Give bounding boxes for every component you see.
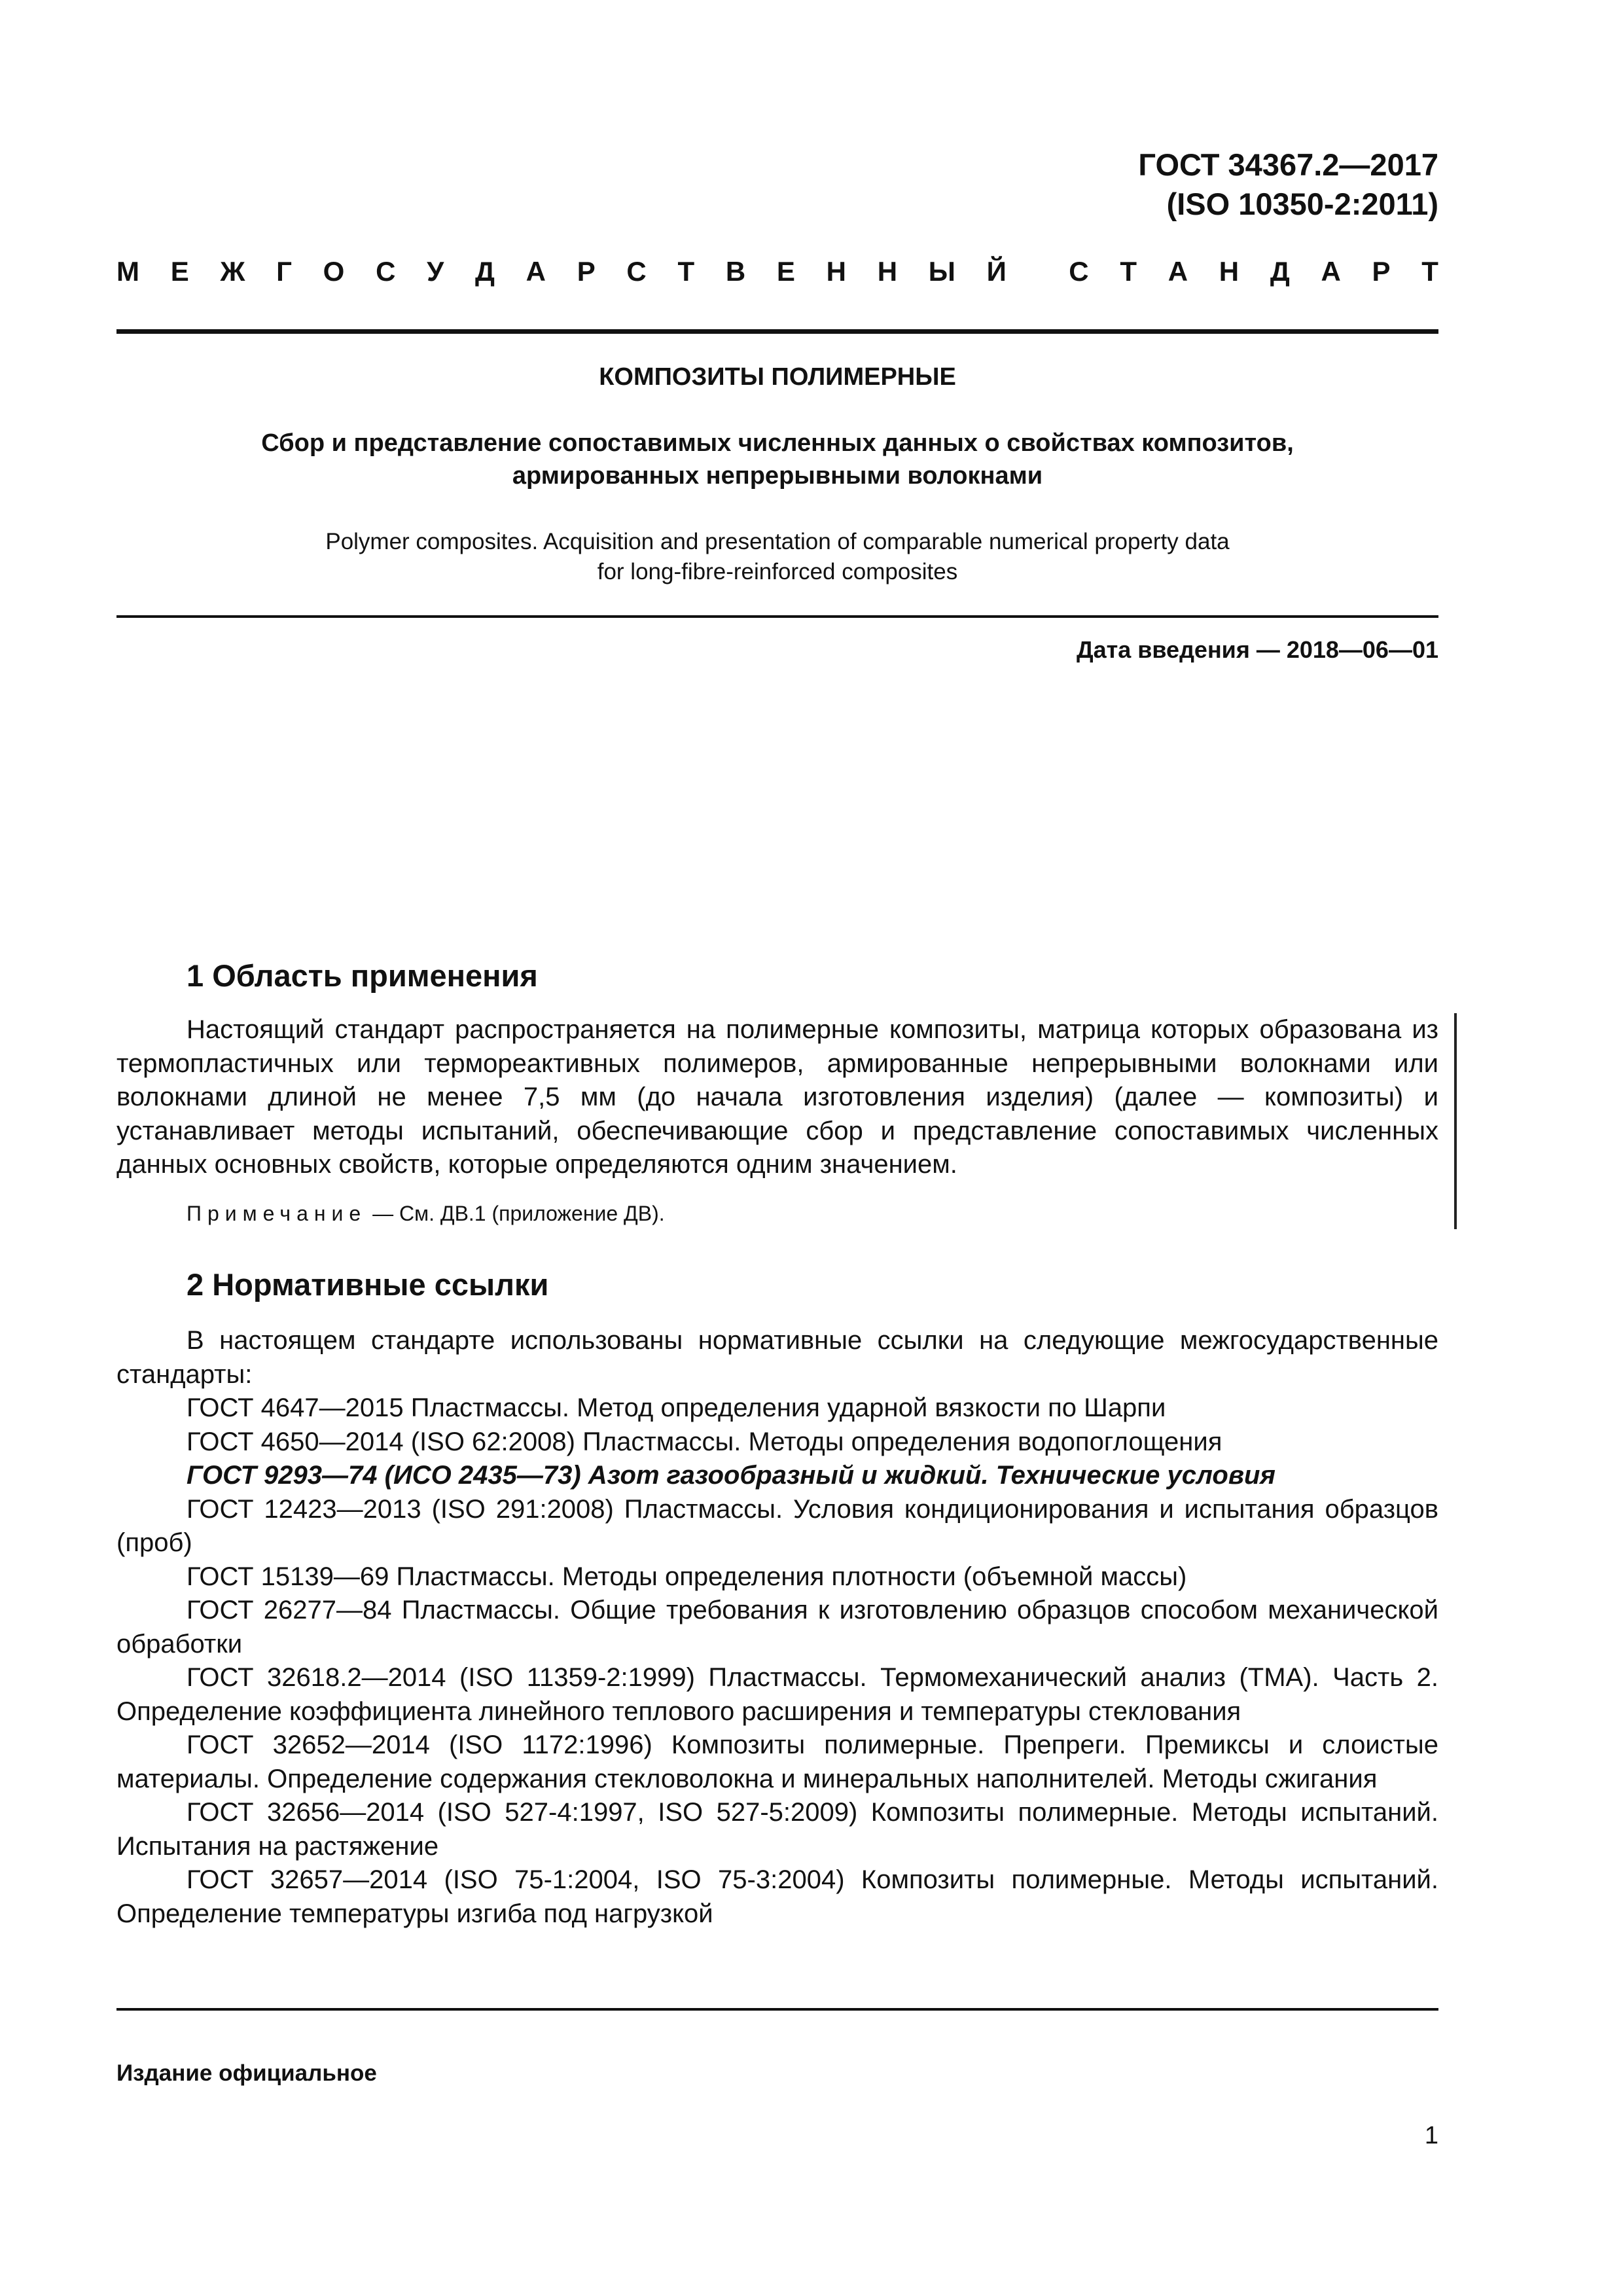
normative-references [116, 1324, 1438, 1931]
letter: В [725, 256, 746, 287]
reference-item: ГОСТ 32657—2014 (ISO 75-1:2004, ISO 75-3:2004) Композиты полимерные. Методы испытаний. Определение температуры изгиба под нагрузкой [116, 1865, 1438, 1928]
document-subtitle [116, 427, 1438, 492]
page-number: 1 [1424, 2122, 1438, 2149]
letter: Р [577, 256, 596, 287]
introduction-date: Дата введения — 2018—06—01 [1076, 636, 1438, 663]
letter: Т [677, 256, 695, 287]
interstate-standard-label [116, 256, 1438, 287]
header-rule [116, 329, 1438, 334]
section-2-heading: 2 Нормативные ссылки [187, 1267, 549, 1302]
letter: С [1069, 256, 1089, 287]
letter: А [1168, 256, 1188, 287]
reference-item: ГОСТ 32652—2014 (ISO 1172:1996) Композиты полимерные. Препреги. Премиксы и слоистые материалы. Определение содержания стекловолокна и минеральных наполнителей. Методы сжигания [116, 1731, 1438, 1793]
letter: Т [1120, 256, 1137, 287]
letter: У [427, 256, 444, 287]
letter: А [1321, 256, 1341, 287]
letter: Г [276, 256, 292, 287]
section-1-heading: 1 Область применения [187, 958, 538, 993]
footer-rule [116, 2008, 1438, 2011]
reference-item: ГОСТ 15139—69 Пластмассы. Методы определения плотности (объемной массы) [187, 1562, 1187, 1591]
standard-code: ГОСТ 34367.2—2017 [1138, 147, 1438, 182]
letter: Н [877, 256, 898, 287]
iso-code: (ISO 10350-2:2011) [1166, 187, 1438, 221]
letter: А [526, 256, 546, 287]
letter: Ы [928, 256, 955, 287]
letter: Н [1219, 256, 1240, 287]
letter: Н [826, 256, 846, 287]
change-bar [1454, 1013, 1457, 1229]
subtitle-line: Сбор и представление сопоставимых численных данных о свойствах композитов, [261, 429, 1294, 457]
letter: Д [474, 256, 495, 287]
letter: Й [986, 256, 1007, 287]
letter: Д [1270, 256, 1290, 287]
title-rule [116, 615, 1438, 618]
reference-item: ГОСТ 32618.2—2014 (ISO 11359-2:1999) Пластмассы. Термомеханический анализ (ТМА). Часть 2. Определение коэффициента линейного теплового расширения и температуры стеклования [116, 1663, 1438, 1726]
letter: Ж [220, 256, 245, 287]
reference-item: ГОСТ 4650—2014 (ISO 62:2008) Пластмассы. Методы определения водопоглощения [187, 1427, 1222, 1456]
note-text: — См. ДВ.1 (приложение ДВ). [366, 1202, 665, 1225]
document-title: КОМПОЗИТЫ ПОЛИМЕРНЫЕ [599, 363, 956, 391]
english-title-line: for long-fibre-reinforced composites [597, 559, 958, 584]
english-title [116, 527, 1438, 587]
letter: С [626, 256, 647, 287]
reference-item: ГОСТ 32656—2014 (ISO 527-4:1997, ISO 527-5:2009) Композиты полимерные. Методы испытаний. Испытания на растяжение [116, 1798, 1438, 1861]
references-intro: В настоящем стандарте использованы нормативные ссылки на следующие межгосударственные стандарты: [116, 1326, 1438, 1389]
reference-item: ГОСТ 4647—2015 Пластмассы. Метод определения ударной вязкости по Шарпи [187, 1393, 1166, 1422]
subtitle-line: армированных непрерывными волокнами [512, 462, 1043, 490]
letter: М [116, 256, 139, 287]
note-label: Примечание [187, 1202, 367, 1225]
letter: Р [1372, 256, 1391, 287]
letter: Е [170, 256, 189, 287]
letter: Е [776, 256, 795, 287]
section-1-text: Настоящий стандарт распространяется на полимерные композиты, матрица которых образована из термопластичных или термореактивных полимеров, армированные непрерывными волокнами или волокнами длиной не менее 7,5 мм (до начала изготовления изделия) (далее — композиты) и устанавливает методы испытаний, обеспечивающие сбор и представление сопоставимых численных данных основных свойств, которые определяются одним значением. [116, 1015, 1438, 1179]
letter: О [323, 256, 345, 287]
english-title-line: Polymer composites. Acquisition and presentation of comparable numerical property data [325, 529, 1230, 554]
reference-item: ГОСТ 9293—74 (ИСО 2435—73) Азот газообразный и жидкий. Технические условия [187, 1461, 1275, 1490]
reference-item: ГОСТ 26277—84 Пластмассы. Общие требования к изготовлению образцов способом механической обработки [116, 1596, 1438, 1659]
letter: Т [1421, 256, 1438, 287]
note [187, 1202, 665, 1226]
reference-item: ГОСТ 12423—2013 (ISO 291:2008) Пластмассы. Условия кондиционирования и испытания образцов (проб) [116, 1494, 1438, 1557]
edition-label: Издание официальное [116, 2060, 377, 2086]
letter: С [376, 256, 396, 287]
